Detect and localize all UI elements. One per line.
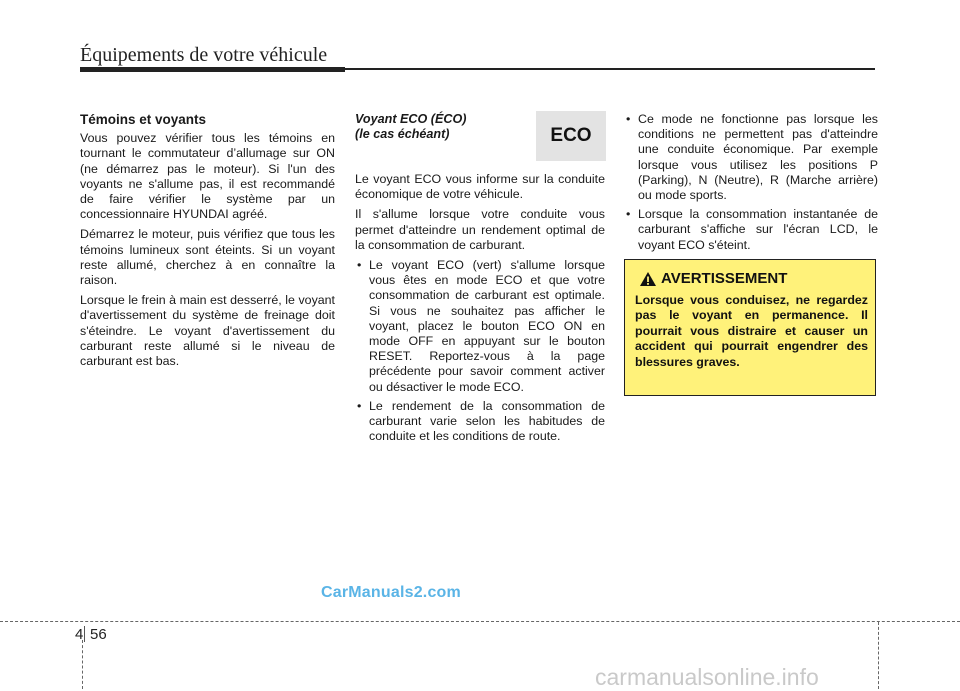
eco-heading-line1: Voyant ECO (ÉCO) bbox=[355, 112, 467, 126]
column-left bbox=[80, 112, 335, 374]
list-item: • Lorsque la consommation instantanée de carburant s'affiche sur l'écran LCD, le voyant ECO s'éteint. bbox=[624, 207, 878, 253]
paragraph: Démarrez le moteur, puis vérifiez que tous les témoins lumineux sont éteints. Si un voyant reste allumé, cherchez à en connaître la raison. bbox=[80, 227, 335, 288]
warning-text: Lorsque vous conduisez, ne regardez pas le voyant en permanence. Il pourrait vous distraire et causer un accident qui pourrait engendrer des blessures graves. bbox=[635, 293, 868, 369]
paragraph: Vous pouvez vérifier tous les témoins en tournant le commutateur d’allumage sur ON (ne démarrez pas le moteur). Si l'un des voyants ne s'allume pas, il est recommandé de faire vérifier le système par un concessionnaire HYUNDAI agréé. bbox=[80, 131, 335, 222]
watermark-link[interactable]: CarManuals2.com bbox=[321, 584, 461, 601]
eco-heading-line2: (le cas échéant) bbox=[355, 127, 450, 141]
bullet-list bbox=[355, 258, 605, 444]
section-number: 4 bbox=[75, 626, 84, 643]
page-number-separator bbox=[84, 626, 85, 642]
list-item: • Le rendement de la consommation de carburant varie selon les habitudes de conduite et les conditions de route. bbox=[355, 399, 605, 445]
eco-indicator-icon: ECO bbox=[536, 111, 606, 161]
warning-header bbox=[639, 270, 787, 287]
page-number: 56 bbox=[90, 626, 107, 643]
list-item: • Ce mode ne fonctionne pas lorsque les conditions ne permettent pas d'atteindre une conduite économique. Par exemple lorsque vous utilisez les positions P (Parking), N (Neutre), R (Marche arrière) ou mode sports. bbox=[624, 112, 878, 203]
list-item: • Le voyant ECO (vert) s'allume lorsque vous êtes en mode ECO et que votre consommation de carburant est optimale. Si vous ne souhaitez pas afficher le voyant, placez le bouton ECO ON en mode OFF en appuyant sur le bouton RESET. Reportez-vous à la page précédente pour savoir comment activer ou désactiver le mode ECO. bbox=[355, 258, 605, 395]
warning-triangle-icon bbox=[639, 271, 657, 287]
column-middle bbox=[355, 112, 605, 448]
warning-box bbox=[624, 259, 876, 396]
paragraph: Le voyant ECO vous informe sur la conduite économique de votre véhicule. bbox=[355, 172, 605, 202]
section-heading: Témoins et voyants bbox=[80, 112, 207, 127]
paragraph: Il s'allume lorsque votre conduite vous permet d'atteindre un rendement optimal de la consommation de carburant. bbox=[355, 207, 605, 252]
footer-divider-left bbox=[82, 640, 83, 689]
bullet-list bbox=[624, 112, 878, 253]
site-watermark: carmanualsonline.info bbox=[595, 664, 819, 690]
warning-title: AVERTISSEMENT bbox=[661, 270, 788, 287]
footer-divider bbox=[0, 621, 960, 622]
header-rule-accent bbox=[80, 67, 345, 72]
page-header-title: Équipements de votre véhicule bbox=[80, 44, 328, 66]
column-right bbox=[624, 112, 878, 257]
paragraph: Lorsque le frein à main est desserré, le voyant d'avertissement du système de freinage doit s'éteindre. Le voyant d'avertissement du carburant reste allumé si le niveau de carburant est bas. bbox=[80, 293, 335, 369]
footer-divider-right bbox=[878, 622, 879, 689]
